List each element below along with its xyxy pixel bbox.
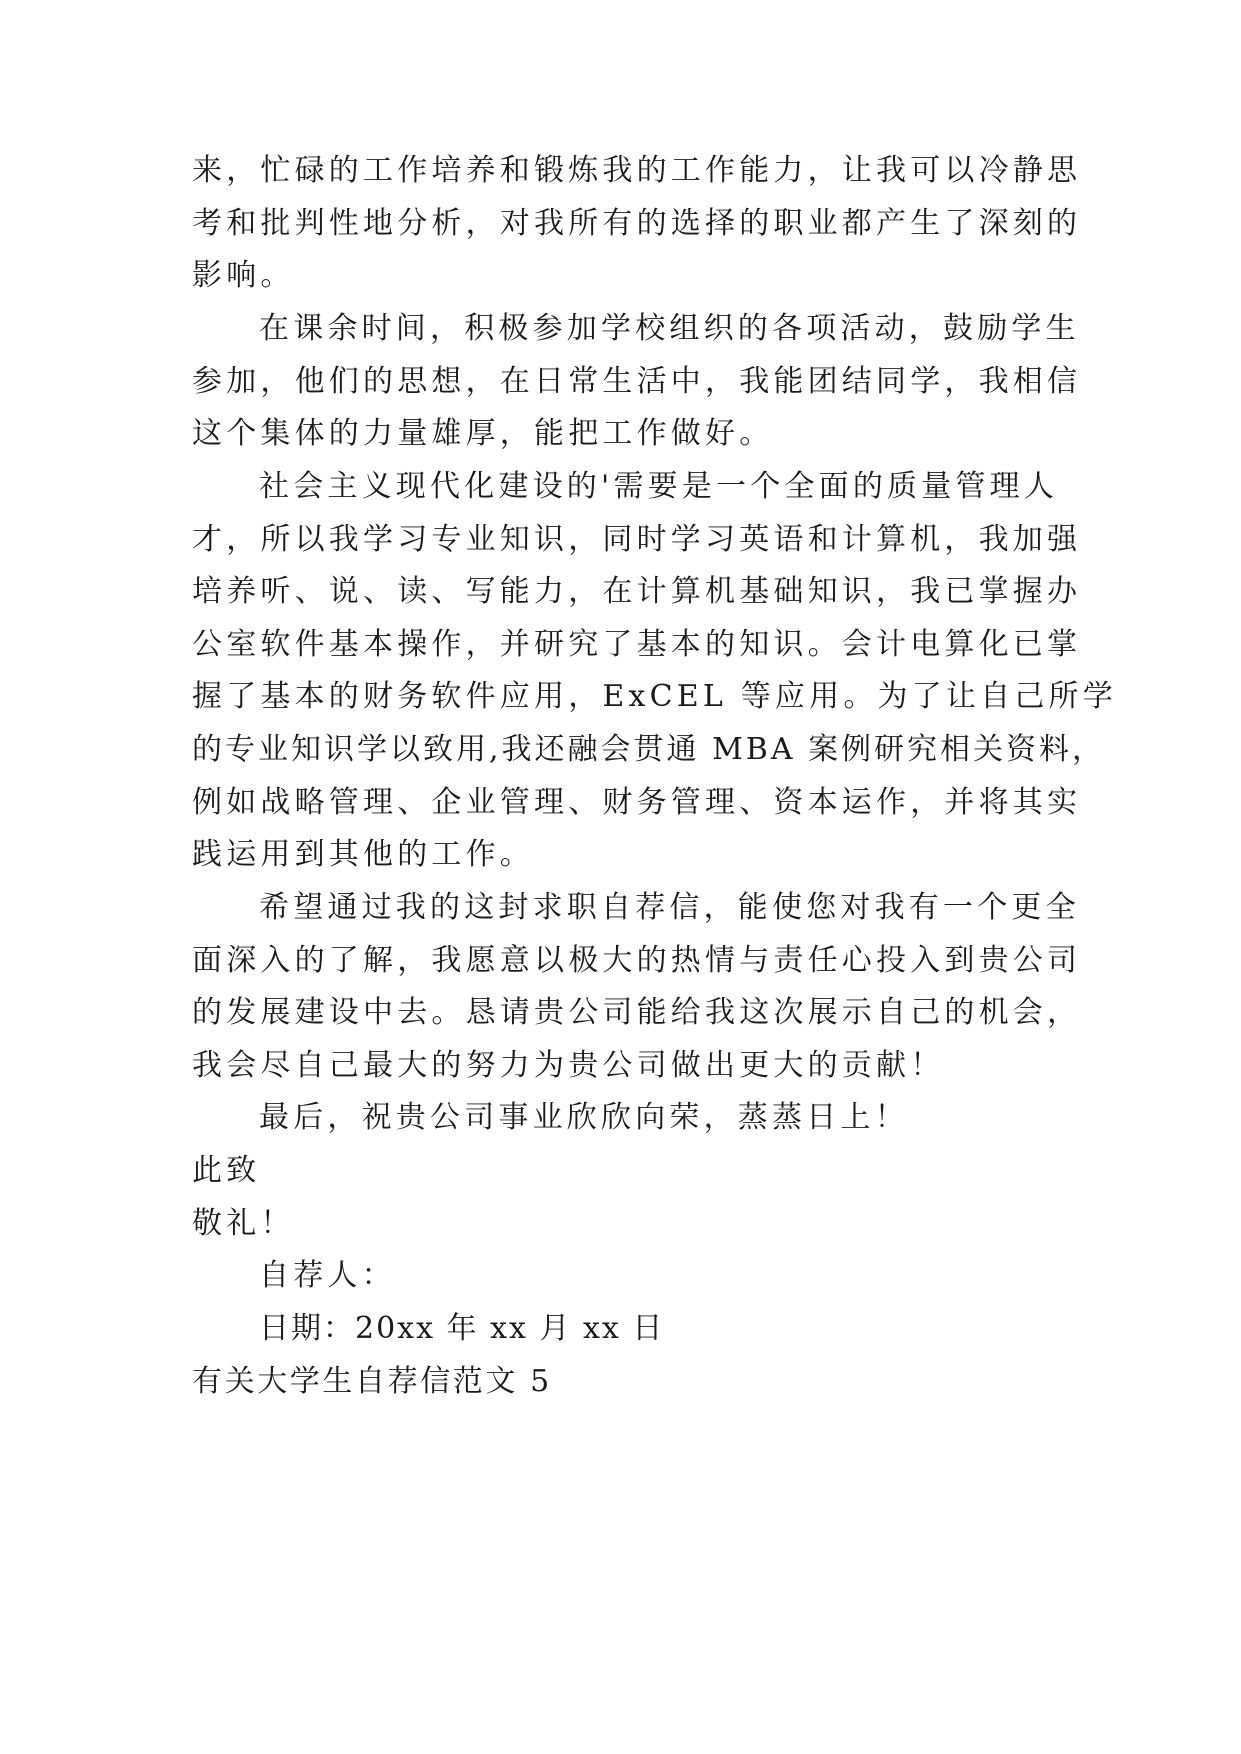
text-line: 践运用到其他的工作。 [192,837,534,872]
text-line: 的专业知识学以致用,我还融会贯通 MBA 案例研究相关资料， [192,732,1106,767]
text-line: 例如战略管理、企业管理、财务管理、资本运作，并将其实 [192,785,1082,820]
text-line: 握了基本的财务软件应用，ExCEL 等应用。为了让自己所学 [192,679,1117,714]
next-section-heading: 有关大学生自荐信范文 5 [192,1364,552,1399]
text-line: 参加，他们的思想，在日常生活中，我能团结同学，我相信 [192,364,1082,399]
date-line: 日期：20xx 年 xx 月 xx 日 [259,1311,665,1346]
salutation-line-1: 此致 [192,1153,261,1188]
salutation-line-2: 敬礼！ [192,1206,295,1241]
text-line: 这个集体的力量雄厚，能把工作做好。 [192,416,774,451]
text-line: 来，忙碌的工作培养和锻炼我的工作能力，让我可以冷静思 [192,153,1082,188]
text-line: 培养听、说、读、写能力，在计算机基础知识，我已掌握办 [192,574,1082,609]
text-line: 我会尽自己最大的努力为贵公司做出更大的贡献！ [192,1048,945,1083]
text-line: 考和批判性地分析，对我所有的选择的职业都产生了深刻的 [192,206,1082,241]
text-line: 影响。 [192,258,295,293]
text-line: 才，所以我学习专业知识，同时学习英语和计算机，我加强 [192,522,1082,557]
text-line: 希望通过我的这封求职自荐信，能使您对我有一个更全 [259,890,1080,925]
text-line: 社会主义现代化建设的'需要是一个全面的质量管理人 [259,469,1059,504]
text-line: 公室软件基本操作，并研究了基本的知识。会计电算化已掌 [192,627,1082,662]
text-line: 面深入的了解，我愿意以极大的热情与责任心投入到贵公司 [192,943,1082,978]
signer-label: 自荐人： [259,1258,396,1293]
text-line: 在课余时间，积极参加学校组织的各项活动，鼓励学生 [259,311,1080,346]
text-line: 的发展建设中去。恳请贵公司能给我这次展示自己的机会， [192,995,1082,1030]
closing-wish: 最后，祝贵公司事业欣欣向荣，蒸蒸日上！ [259,1100,909,1135]
